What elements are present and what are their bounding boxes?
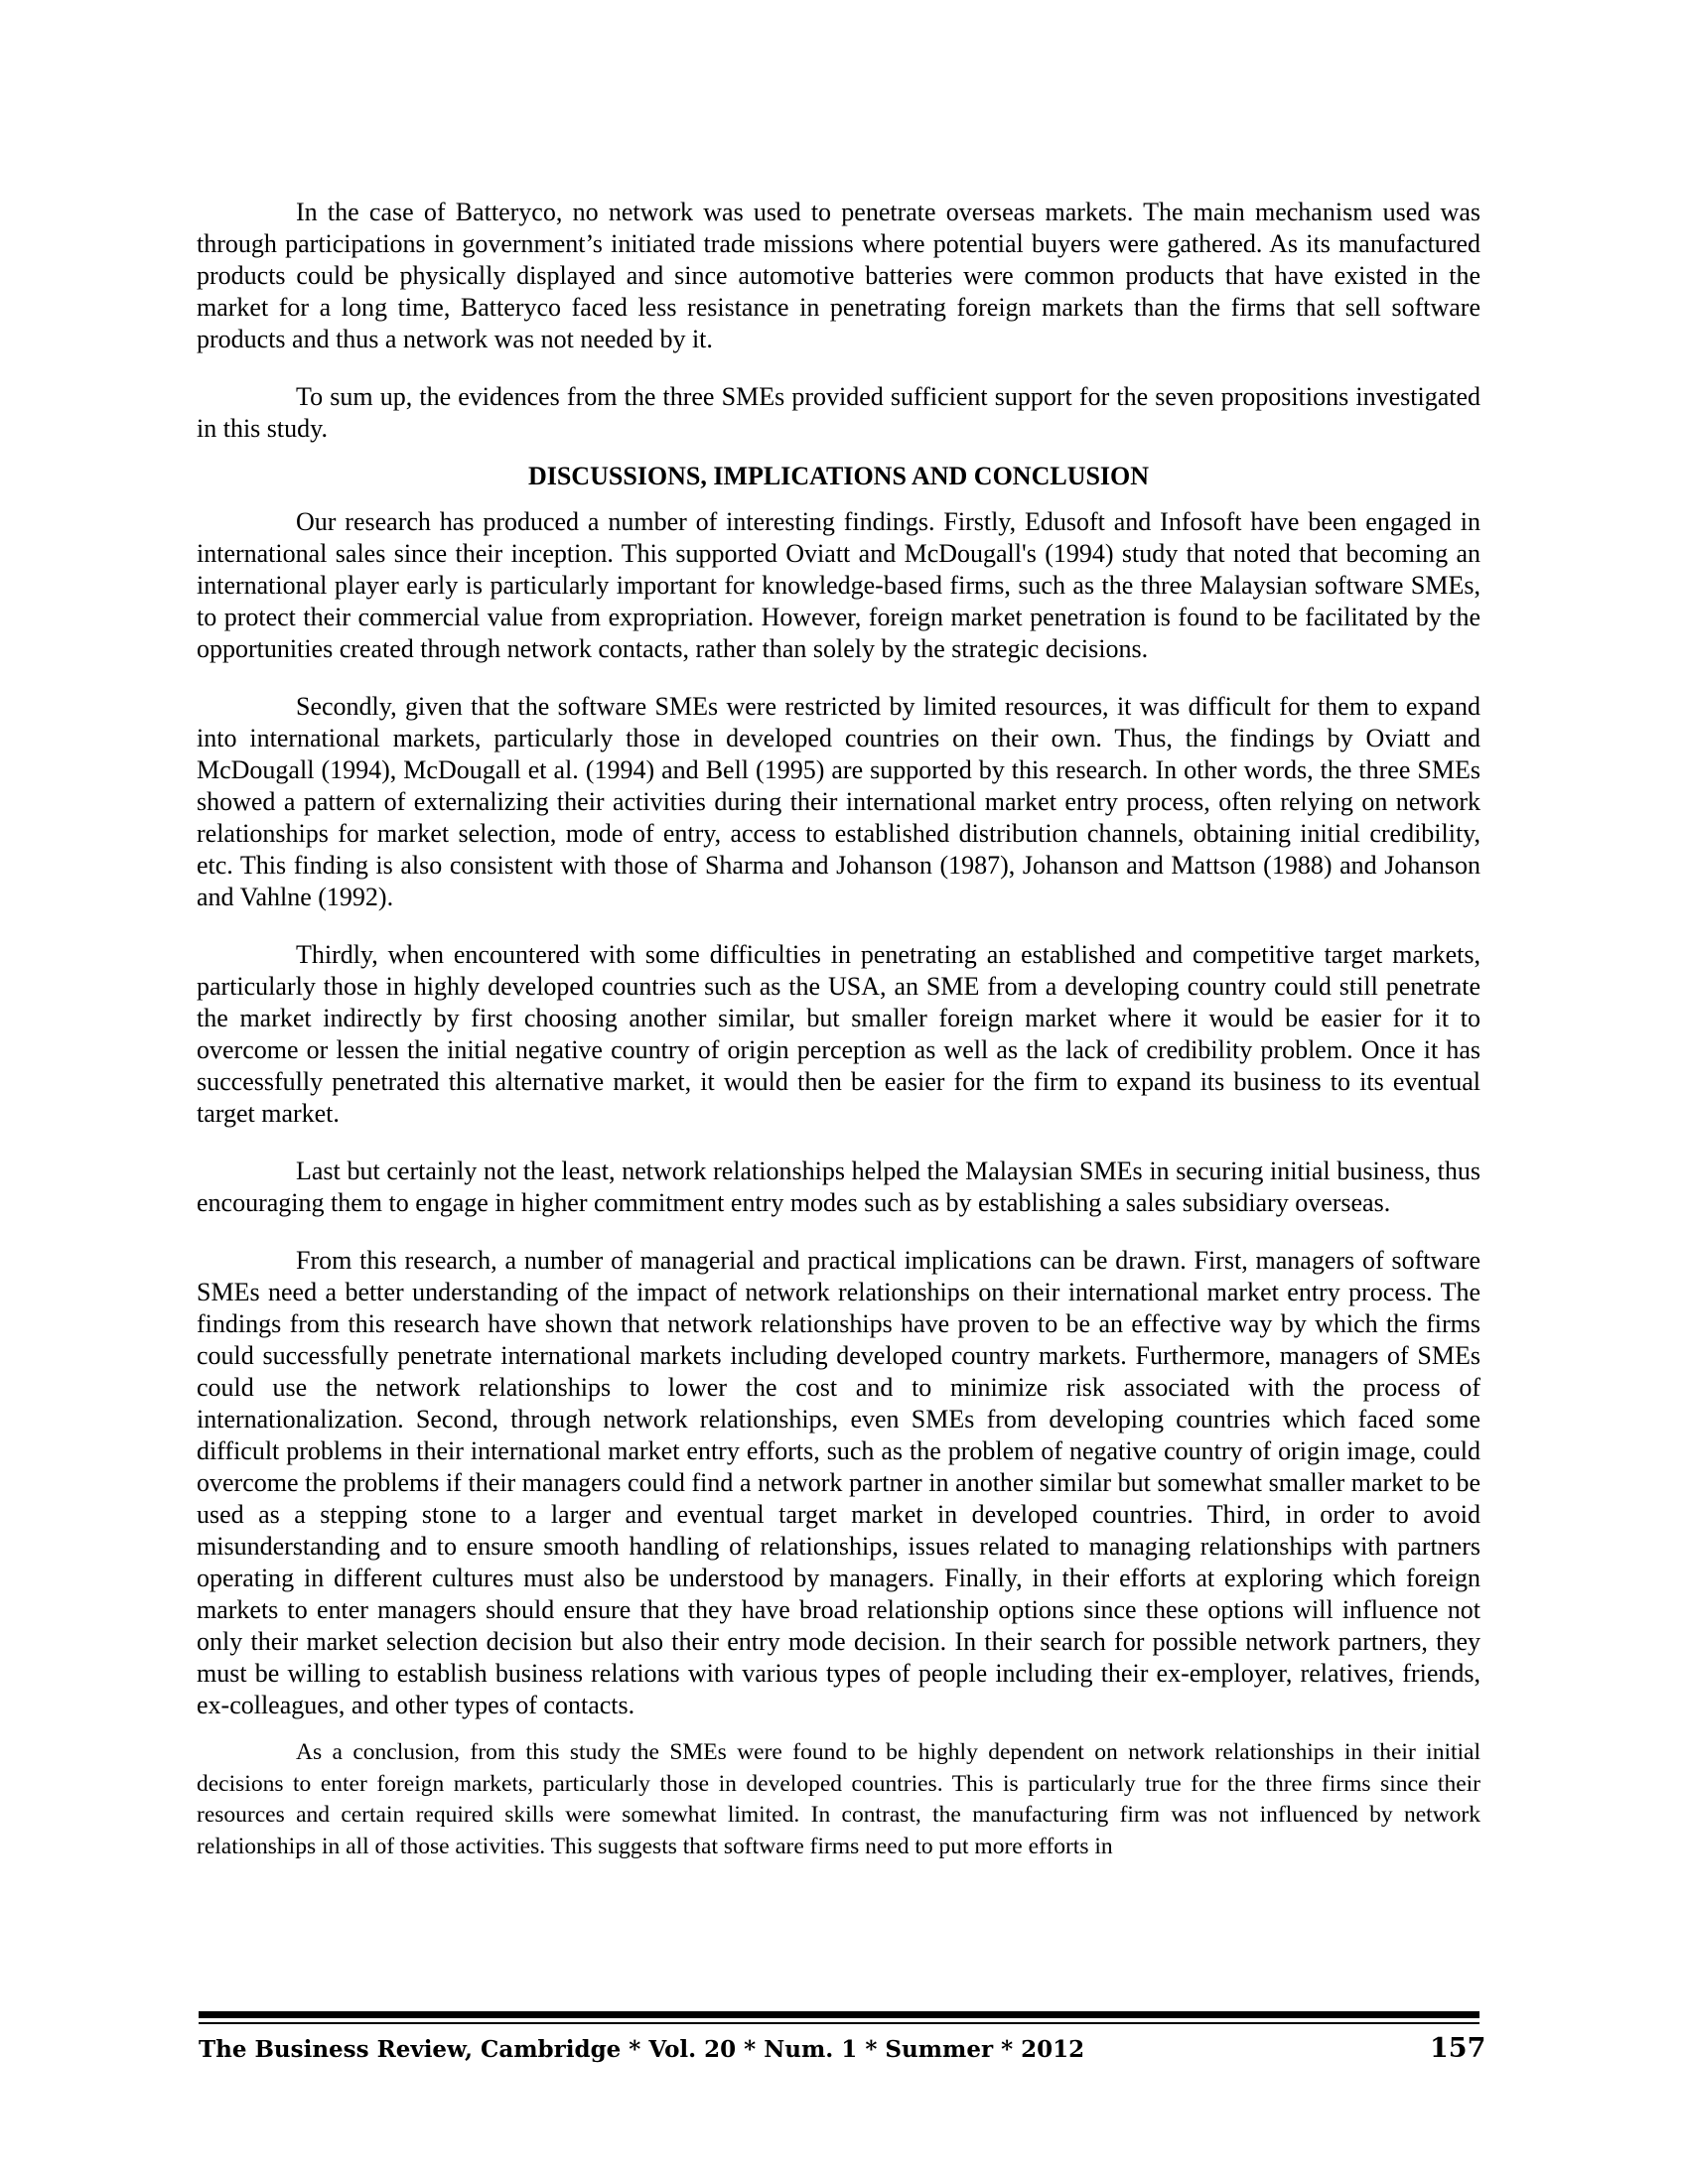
footer-divider-thin (199, 2022, 1479, 2024)
paragraph-findings-third: Thirdly, when encountered with some difficulties in penetrating an established and competitive target markets, particularly those in highly developed countries such as the USA, an SME from a developing country could still penetrate the market indirectly by first choosing another similar, but smaller foreign market where it would be easier for it to overcome or lessen the initial negative country of origin perception as well as the lack of credibility problem. Once it has successfully penetrated this alternative market, it would then be easier for the firm to expand its business to its eventual target market. (197, 940, 1480, 1128)
page-number: 157 (1430, 2033, 1486, 2064)
paragraph-summary: To sum up, the evidences from the three SMEs provided sufficient support for the seven propositions investigated in this study. (197, 382, 1480, 443)
paragraph-findings-second: Secondly, given that the software SMEs were restricted by limited resources, it was difficult for them to expand into international markets, particularly those in developed countries on their own. Thus, the findings by Oviatt and McDougall (1994), McDougall et al. (1994) and Bell (1995) are supported by this research. In other words, the three SMEs showed a pattern of externalizing their activities during their international market entry process, often relying on network relationships for market selection, mode of entry, access to established distribution channels, obtaining initial credibility, etc. This finding is also consistent with those of Sharma and Johanson (1987), Johanson and Mattson (1988) and Johanson and Vahlne (1992). (197, 692, 1480, 911)
section-heading: DISCUSSIONS, IMPLICATIONS AND CONCLUSION (527, 462, 1150, 490)
paragraph-findings-last: Last but certainly not the least, network relationships helped the Malaysian SMEs in securing initial business, thus encouraging them to engage in higher commitment entry modes such as by establishing a sales subsidiary overseas. (197, 1157, 1480, 1217)
footer-journal-citation: The Business Review, Cambridge * Vol. 20 * Num. 1 * Summer * 2012 (199, 2036, 1085, 2063)
paragraph-batteryco: In the case of Batteryco, no network was used to penetrate overseas markets. The main mechanism used was through participations in government’s initiated trade missions where potential buyers were gathered. As its manufactured products could be physically displayed and since automotive batteries were common products that have existed in the market for a long time, Batteryco faced less resistance in penetrating foreign markets than the firms that sell software products and thus a network was not needed by it. (197, 198, 1480, 353)
paragraph-findings-first: Our research has produced a number of interesting findings. Firstly, Edusoft and Infosoft have been engaged in international sales since their inception. This supported Oviatt and McDougall's (1994) study that noted that becoming an international player early is particularly important for knowledge-based firms, such as the three Malaysian software SMEs, to protect their commercial value from expropriation. However, foreign market penetration is found to be facilitated by the opportunities created through network contacts, rather than solely by the strategic decisions. (197, 507, 1480, 663)
paragraph-implications: From this research, a number of managerial and practical implications can be drawn. First, managers of software SMEs need a better understanding of the impact of network relationships on their international market entry process. The findings from this research have shown that network relationships have proven to be an effective way by which the firms could successfully penetrate international markets including developed country markets. Furthermore, managers of SMEs could use the network relationships to lower the cost and to minimize risk associated with the process of internationalization. Second, through network relationships, even SMEs from developing countries which faced some difficult problems in their international market entry efforts, such as the problem of negative country of origin image, could overcome the problems if their managers could find a network partner in another similar but somewhat smaller market to be used as a stepping stone to a larger and eventual target market in developed countries. Third, in order to avoid misunderstanding and to ensure smooth handling of relationships, issues related to managing relationships with partners operating in different cultures must also be understood by managers. Finally, in their efforts at exploring which foreign markets to enter managers should ensure that they have broad relationship options since these options will influence not only their market selection decision but also their entry mode decision. In their search for possible network partners, they must be willing to establish business relations with various types of people including their ex-employer, relatives, friends, ex-colleagues, and other types of contacts. (197, 1246, 1480, 1719)
paragraph-conclusion: As a conclusion, from this study the SMEs were found to be highly dependent on network relationships in their initial decisions to enter foreign markets, particularly those in developed countries. This is particularly true for the three firms since their resources and certain required skills were somewhat limited. In contrast, the manufacturing firm was not influenced by network relationships in all of those activities. This suggests that software firms need to put more efforts in (197, 1739, 1480, 1859)
article-body (197, 197, 1480, 1888)
footer-divider-thick (199, 2011, 1479, 2018)
